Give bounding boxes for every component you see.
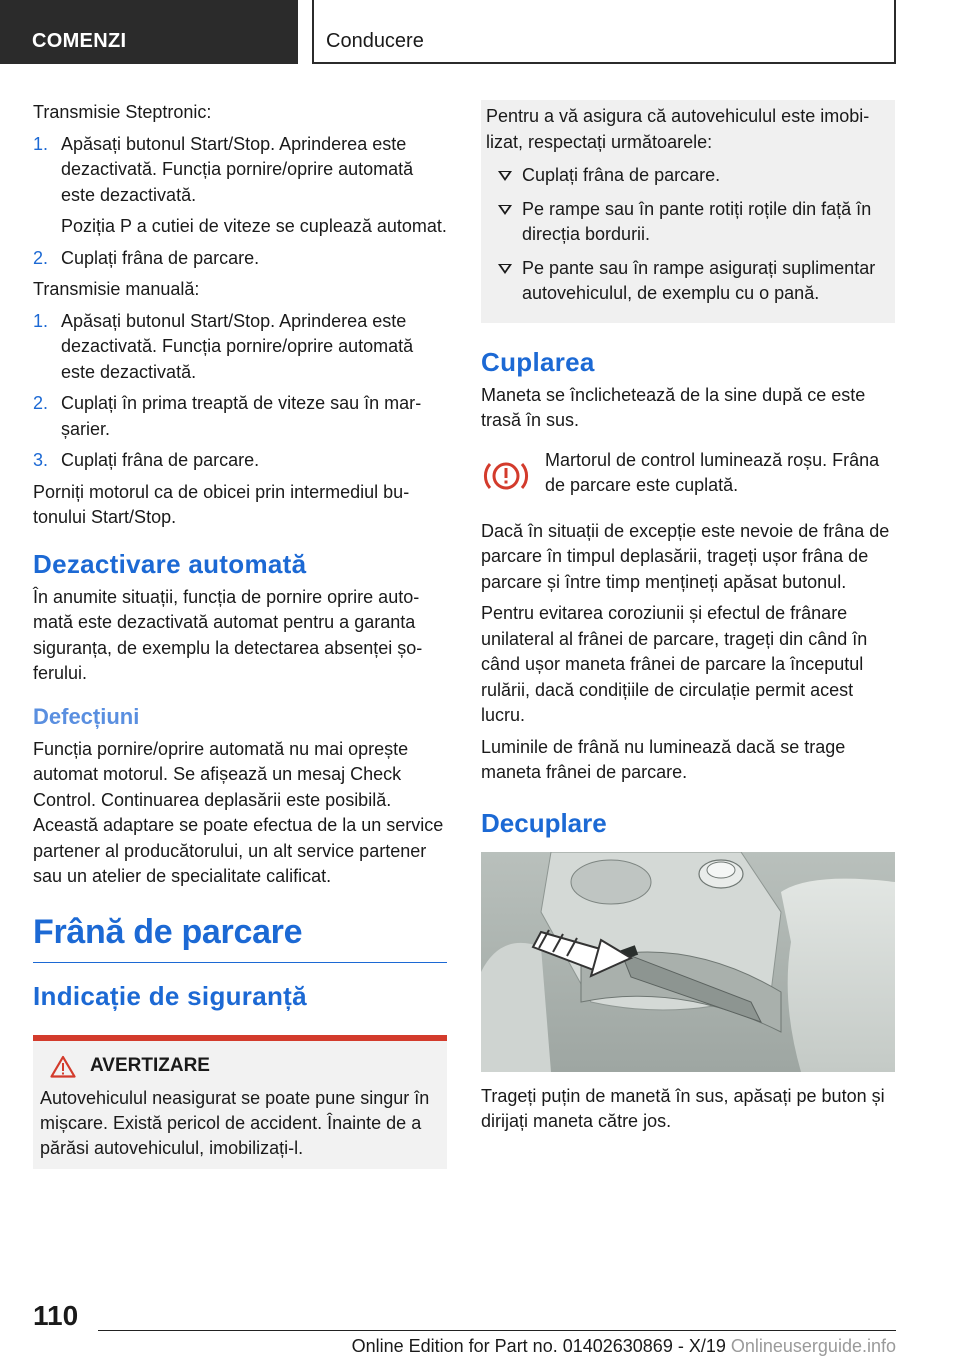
auto-deactivation-heading: Dezactivare automată xyxy=(33,548,307,579)
list-item xyxy=(33,132,447,240)
page-number: 110 xyxy=(33,1300,79,1331)
list-item xyxy=(486,256,889,307)
watermark-domain: .info xyxy=(861,1336,896,1356)
engage-heading: Cuplarea xyxy=(481,346,595,377)
list-item xyxy=(33,246,447,272)
auto-deactivation-text: În anumite situații, funcția de pornire oprire automată este dezactivată automat pentru a garanta siguranța, de exemplu la detectarea absenței șoferului. xyxy=(33,586,423,683)
warning-label: AVERTIZARE xyxy=(90,1055,210,1076)
release-heading: Decuplare xyxy=(481,807,607,838)
brake-lights-text: Luminile de frână nu luminează dacă se trage maneta frânei de parcare. xyxy=(481,736,846,782)
list-item xyxy=(33,309,447,386)
manual-label: Transmisie manuală: xyxy=(33,279,200,299)
restart-text: Porniți motorul ca de obicei prin intermediul butonului Start/Stop. xyxy=(33,481,410,527)
section-title: Frână de parcare xyxy=(33,912,447,963)
triangle-bullet-icon xyxy=(498,171,512,181)
step-subtext: Poziția P a cutiei de viteze se cuplează automat. xyxy=(61,216,447,236)
step-text: Apăsați butonul Start/Stop. Aprinderea este dezactivată. Funcția pornire/oprire automată este dezactivată. xyxy=(61,310,414,382)
steptronic-steps xyxy=(33,132,447,272)
engage-text: Maneta se înclichetează de la sine după ce este trasă în sus. xyxy=(481,384,866,430)
list-item-text: Pe rampe sau în pante rotiți roțile din față în direcția bordurii. xyxy=(522,198,872,244)
left-column xyxy=(33,100,447,1169)
step-text: Apăsați butonul Start/Stop. Aprinderea este dezactivată. Funcția pornire/oprire automată este dezactivată. xyxy=(61,133,414,205)
list-item-text: Cuplați frâna de parcare. xyxy=(522,165,721,185)
corrosion-text: Pentru evitarea coroziunii și efectul de frânare unilateral al frânei de parcare, trageți din când în când ușor maneta frânei de parcare la începutul rulării, dacă condițiile de circulație permit acest lucru. xyxy=(481,603,868,725)
step-number: 1. xyxy=(33,133,49,154)
list-item xyxy=(486,197,889,248)
right-column xyxy=(481,100,895,1141)
exception-text: Dacă în situații de excepție este nevoie de frâna de parcare în timpul deplasării, trageți ușor frâna de parcare și între timp mențineți apăsat butonul. xyxy=(481,520,890,592)
faults-heading: Defecțiuni xyxy=(33,703,140,729)
list-item-text: Pe pante sau în rampe asigurați suplimentar autovehiculul, de exemplu cu o pană. xyxy=(522,257,876,303)
faults-text: Funcția pornire/oprire automată nu mai oprește automat motorul. Se afișează un mesaj Check Control. Continuarea deplasării este posibilă. Această adaptare se poate efectua de la un service partener al producătorului, un alt service partener sau un atelier de specialitate calificat. xyxy=(33,738,444,886)
step-number: 2. xyxy=(33,247,49,268)
footer-divider xyxy=(98,1330,896,1331)
box-intro: Pentru a vă asigura că autovehiculul este imobilizat, respectați următoarele: xyxy=(486,106,870,152)
step-text: Cuplați în prima treaptă de viteze sau în marșarier. xyxy=(61,393,422,439)
indicator-text: Martorul de control luminează roșu. Frâna de parcare este cuplată. xyxy=(545,449,880,495)
list-item xyxy=(33,391,447,442)
step-number: 3. xyxy=(33,450,49,470)
parking-brake-indicator-icon xyxy=(481,448,545,499)
release-caption: Trageți puțin de manetă în sus, apăsați pe buton și dirijați maneta către jos. xyxy=(481,1085,885,1131)
section-tab: COMENZI xyxy=(0,0,298,64)
footer-edition xyxy=(352,1336,896,1357)
warning-box xyxy=(33,1035,447,1169)
triangle-bullet-icon xyxy=(498,205,512,215)
indicator-row xyxy=(481,448,895,499)
warning-header xyxy=(40,1055,439,1078)
parking-brake-illustration xyxy=(481,852,895,1072)
chapter-title: Conducere xyxy=(312,0,896,64)
step-number: 2. xyxy=(33,393,49,413)
list-item xyxy=(33,448,447,474)
warning-triangle-icon xyxy=(50,1055,76,1078)
manual-steps xyxy=(33,309,447,474)
step-text: Cuplați frâna de parcare. xyxy=(61,450,260,470)
step-number: 1. xyxy=(33,310,49,331)
edition-text: Online Edition for Part no. 01402630869 - X/19 xyxy=(351,1336,726,1356)
steptronic-label: Transmisie Steptronic: xyxy=(33,102,212,122)
safety-heading: Indicație de siguranță xyxy=(33,980,307,1011)
warning-text: Autovehiculul neasigurat se poate pune singur în mișcare. Există pericol de accident. Înainte de a părăsi autovehiculul, imobilizați-l. xyxy=(40,1087,430,1158)
watermark-name: Onlineuserguide xyxy=(730,1336,862,1356)
step-text: Cuplați frâna de parcare. xyxy=(61,247,260,268)
immobilize-box xyxy=(481,100,895,323)
list-item xyxy=(486,163,889,189)
triangle-bullet-icon xyxy=(498,264,512,274)
box-list xyxy=(486,163,889,307)
